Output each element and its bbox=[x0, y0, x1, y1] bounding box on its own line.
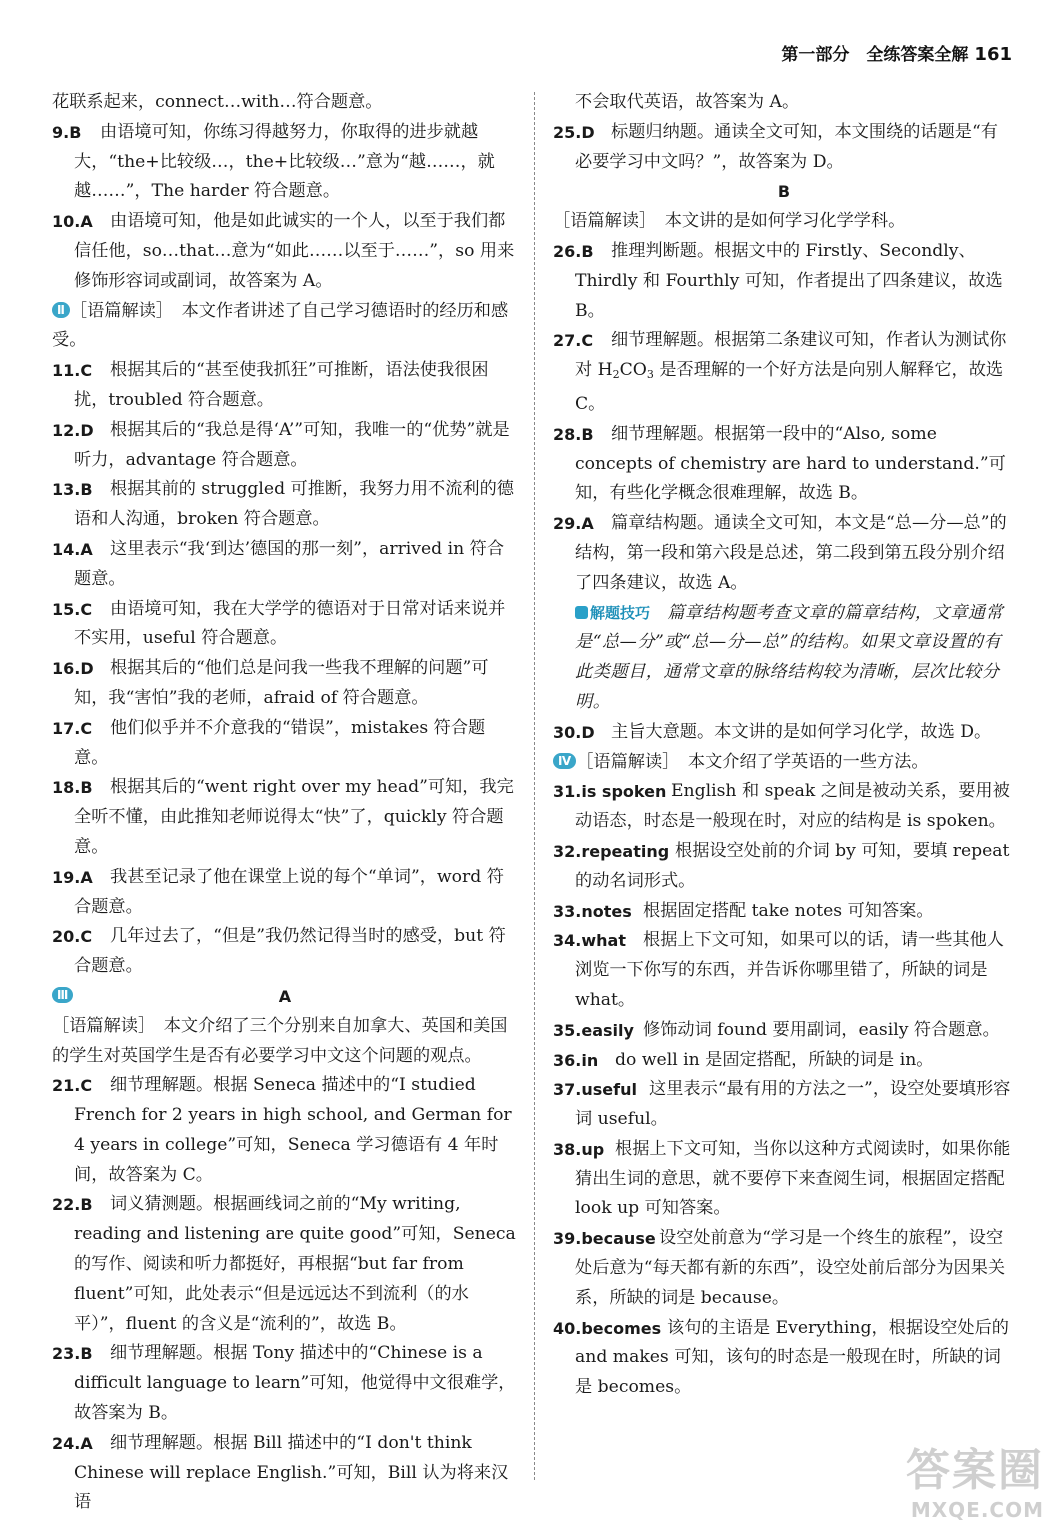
answer-28 bbox=[553, 420, 1015, 509]
answer-number: 26.B bbox=[553, 241, 594, 261]
answer-29 bbox=[553, 509, 1015, 598]
answer-9 bbox=[52, 118, 518, 207]
answer-12 bbox=[52, 416, 518, 476]
answer-39 bbox=[553, 1224, 1015, 1313]
answer-text: 根据上下文可知，当你以这种方式阅读时，如果你能猜出生词的意思，就不要停下来查阅生词，根据固定搭配 look up 可知答案。 bbox=[575, 1138, 1011, 1219]
answer-text: 推理判断题。根据文中的 Firstly、Secondly、Thirdly 和 Fourthly 可知，作者提出了四条建议，故选 B。 bbox=[575, 240, 1003, 321]
answer-number: 39.because bbox=[553, 1229, 656, 1249]
answer-text: 根据固定搭配 take notes 可知答案。 bbox=[643, 900, 934, 921]
answer-23 bbox=[52, 1339, 518, 1428]
answer-number: 16.D bbox=[52, 659, 94, 679]
answer-13 bbox=[52, 475, 518, 535]
tip-badge bbox=[575, 599, 650, 629]
answer-text: 根据其前的 struggled 可推断，我努力用不流利的德语和人沟通，broken 符合题意。 bbox=[74, 479, 514, 530]
answer-text: 主旨大意题。本文讲的是如何学习化学，故选 D。 bbox=[611, 721, 992, 742]
section-2-intro bbox=[52, 297, 518, 357]
section-intro-text: ［语篇解读］ 本文介绍了学英语的一些方法。 bbox=[576, 751, 929, 772]
answer-text: 这里表示“最有用的方法之一”，设空处要填形容词 useful。 bbox=[575, 1079, 1011, 1130]
subscript: 3 bbox=[646, 368, 654, 382]
answer-21 bbox=[52, 1071, 518, 1190]
answer-text: 修饰动词 found 要用副词，easily 符合题意。 bbox=[643, 1019, 1000, 1040]
section-3-heading bbox=[52, 982, 518, 1012]
answer-number: 17.C bbox=[52, 718, 93, 738]
answer-text: 由语境可知，你练习得越努力，你取得的进步就越大，“the+比较级…，the+比较级…”意为“越……，就越……”，The harder 符合题意。 bbox=[74, 121, 495, 202]
answer-24 bbox=[52, 1429, 518, 1518]
answer-number: 18.B bbox=[52, 778, 93, 798]
answer-number: 10.A bbox=[52, 212, 93, 232]
answer-text-part: 是否理解的一个好方法是向别人解释它，故选 C。 bbox=[575, 360, 1004, 414]
left-column bbox=[52, 88, 518, 1518]
watermark bbox=[906, 1434, 1044, 1522]
section-b-intro: ［语篇解读］ 本文讲的是如何学习化学学科。 bbox=[553, 211, 906, 232]
answer-number: 32.repeating bbox=[553, 841, 670, 861]
answer-32 bbox=[553, 837, 1015, 897]
answer-19 bbox=[52, 863, 518, 923]
answer-text: 该句的主语是 Everything，根据设空处后的 and makes 可知，该句的时态是一般现在时，所缺的词是 becomes。 bbox=[575, 1317, 1009, 1398]
answer-number: 12.D bbox=[52, 420, 94, 440]
answer-number: 38.up bbox=[553, 1139, 605, 1159]
answer-text: 细节理解题。根据第一段中的“Also, some concepts of chemistry are hard to understand.”可知，有些化学概念很难理解，故选 B。 bbox=[575, 423, 1006, 504]
answer-40 bbox=[553, 1314, 1015, 1403]
answer-number: 24.A bbox=[52, 1433, 93, 1453]
watermark-url: MXQE.COM bbox=[910, 1498, 1044, 1522]
answer-10 bbox=[52, 207, 518, 296]
answer-text-part: CO bbox=[619, 360, 647, 381]
answer-text: 根据其后的“他们总是问我一些我不理解的问题”可知，我“害怕”我的老师，afraid of 符合题意。 bbox=[74, 658, 489, 708]
answer-text: 设空处前意为“学习是一个终生的旅程”，设空处后意为“每天都有新的东西”，设空处前后部分为因果关系，所缺的词是 because。 bbox=[575, 1228, 1006, 1308]
answer-number: 22.B bbox=[52, 1195, 93, 1215]
section-3-intro: ［语篇解读］ 本文介绍了三个分别来自加拿大、英国和美国的学生对英国学生是否有必要学习中文这个问题的观点。 bbox=[52, 1015, 508, 1066]
answer-26 bbox=[553, 237, 1015, 326]
right-column bbox=[553, 88, 1015, 1403]
section-badge: Ⅲ bbox=[52, 987, 73, 1003]
answer-number: 33.notes bbox=[553, 901, 632, 921]
answer-number: 20.C bbox=[52, 927, 93, 947]
section-badge: Ⅳ bbox=[553, 753, 576, 769]
answer-text: 根据上下文可知，如果可以的话，请一些其他人浏览一下你写的东西，并告诉你哪里错了，所缺的词是 what。 bbox=[575, 930, 1004, 1010]
answer-37 bbox=[553, 1075, 1015, 1135]
answer-text: 词义猜测题。根据画线词之前的“My writing, reading and listening are quite good”可知，Seneca 的写作、阅读和听力都挺好，再根据“but far from fluent”可知，此处表示“但是远远达不到流利（的水平）”，fluent 的含义是“流利的”，故选 B。 bbox=[74, 1194, 516, 1334]
section-badge: Ⅱ bbox=[52, 302, 70, 318]
watermark-title: 答案圈 bbox=[906, 1445, 1044, 1496]
answer-number: 37.useful bbox=[553, 1080, 637, 1100]
answer-30 bbox=[553, 718, 1015, 748]
answer-17 bbox=[52, 714, 518, 774]
answer-15 bbox=[52, 595, 518, 655]
answer-text: 细节理解题。根据 Tony 描述中的“Chinese is a difficult language to learn”可知，他觉得中文很难学，故答案为 B。 bbox=[74, 1343, 516, 1424]
answer-text: English 和 speak 之间是被动关系，要用被动语态，时态是一般现在时，对应的结构是 is spoken。 bbox=[575, 781, 1010, 832]
tip-box bbox=[553, 599, 1015, 718]
answer-text: 细节理解题。根据 Seneca 描述中的“I studied French for 2 years in high school, and German for 4 years in college”可知，Seneca 学习德语有 4 年时间，故答案为 C。 bbox=[74, 1075, 512, 1185]
answer-number: 25.D bbox=[553, 122, 595, 142]
continued-line: 不会取代英语，故答案为 A。 bbox=[575, 92, 800, 112]
answer-text: 根据其后的“甚至使我抓狂”可推断，语法使我很困扰，troubled 符合题意。 bbox=[74, 360, 489, 410]
answer-18 bbox=[52, 773, 518, 862]
answer-number: 35.easily bbox=[553, 1020, 634, 1040]
answer-31 bbox=[553, 777, 1015, 837]
answer-text: 标题归纳题。通读全文可知，本文围绕的话题是“有必要学习中文吗？”，故答案为 D。 bbox=[575, 121, 998, 172]
answer-number: 36.in bbox=[553, 1050, 599, 1070]
answer-number: 29.A bbox=[553, 514, 594, 534]
answer-text: 由语境可知，他是如此诚实的一个人，以至于我们都信任他，so…that…意为“如此……以至于……”，so 用来修饰形容词或副词，故答案为 A。 bbox=[74, 211, 515, 291]
answer-text: 由语境可知，我在大学学的德语对于日常对话来说并不实用，useful 符合题意。 bbox=[74, 598, 506, 649]
answer-text: do well in 是固定搭配，所缺的词是 in。 bbox=[615, 1049, 934, 1070]
passage-letter: B bbox=[777, 182, 791, 202]
answer-number: 13.B bbox=[52, 480, 93, 500]
column-divider bbox=[534, 92, 535, 1480]
answer-27 bbox=[553, 326, 1015, 419]
answer-text: 几年过去了，“但是”我仍然记得当时的感受，but 符合题意。 bbox=[74, 926, 506, 977]
answer-11 bbox=[52, 356, 518, 416]
answer-text: 我甚至记录了他在课堂上说的每个“单词”，word 符合题意。 bbox=[74, 866, 504, 917]
answer-14 bbox=[52, 535, 518, 595]
answer-text: 他们似乎并不介意我的“错误”，mistakes 符合题意。 bbox=[74, 717, 486, 768]
answer-number: 23.B bbox=[52, 1344, 93, 1364]
answer-number: 19.A bbox=[52, 867, 93, 887]
answer-35 bbox=[553, 1016, 1015, 1046]
tip-label: 解题技巧 bbox=[590, 603, 651, 622]
answer-text: 根据设空处前的介词 by 可知，要填 repeat 的动名词形式。 bbox=[575, 840, 1010, 891]
answer-20 bbox=[52, 922, 518, 982]
answer-text bbox=[575, 330, 1006, 414]
answer-text: 根据其后的“went right over my head”可知，我完全听不懂，由此推知老师说得太“快”了，quickly 符合题意。 bbox=[74, 777, 514, 857]
passage-letter: A bbox=[278, 986, 292, 1006]
answer-number: 21.C bbox=[52, 1076, 93, 1096]
answer-text: 这里表示“我‘到达’德国的那一刻”，arrived in 符合题意。 bbox=[74, 538, 505, 589]
answer-number: 11.C bbox=[52, 361, 93, 381]
answer-38 bbox=[553, 1135, 1015, 1224]
answer-number: 40.becomes bbox=[553, 1318, 662, 1338]
section-4-intro bbox=[553, 748, 1015, 778]
answer-number: 15.C bbox=[52, 599, 93, 619]
tip-text: 篇章结构题考查文章的篇章结构，文章通常是“总—分”或“总—分—总”的结构。如果文章设置的有此类题目，通常文章的脉络结构较为清晰，层次比较分明。 bbox=[575, 602, 1004, 712]
continued-line: 花联系起来，connect…with…符合题意。 bbox=[52, 92, 383, 112]
answer-number: 31.is spoken bbox=[553, 782, 667, 802]
answer-number: 9.B bbox=[52, 122, 82, 142]
answer-34 bbox=[553, 926, 1015, 1015]
answer-text: 细节理解题。根据 Bill 描述中的“I don't think Chinese will replace English.”可知，Bill 认为将来汉语 bbox=[74, 1432, 509, 1513]
answer-text: 根据其后的“我总是得‘A’”可知，我唯一的“优势”就是听力，advantage 符合题意。 bbox=[74, 419, 510, 470]
answer-16 bbox=[52, 654, 518, 714]
tip-icon bbox=[575, 606, 588, 619]
answer-22 bbox=[52, 1190, 518, 1339]
answer-number: 14.A bbox=[52, 539, 93, 559]
answer-text-part: 细节理解题。根据第二条建议可知，作者认为测试你对 H bbox=[575, 330, 1007, 381]
page-header bbox=[781, 40, 1012, 65]
answer-number: 27.C bbox=[553, 331, 594, 351]
page-number: 161 bbox=[974, 44, 1012, 65]
section-intro-text: ［语篇解读］ 本文作者讲述了自己学习德语时的经历和感受。 bbox=[52, 300, 509, 351]
answer-25 bbox=[553, 118, 1015, 178]
answer-number: 28.B bbox=[553, 424, 594, 444]
subscript: 2 bbox=[612, 368, 620, 382]
answer-number: 30.D bbox=[553, 722, 595, 742]
answer-36 bbox=[553, 1046, 1015, 1076]
header-section: 第一部分 全练答案全解 bbox=[781, 45, 969, 65]
answer-number: 34.what bbox=[553, 931, 626, 951]
answer-33 bbox=[553, 897, 1015, 927]
answer-text: 篇章结构题。通读全文可知，本文是“总—分—总”的结构，第一段和第六段是总述，第二段到第五段分别介绍了四条建议，故选 A。 bbox=[575, 513, 1007, 593]
